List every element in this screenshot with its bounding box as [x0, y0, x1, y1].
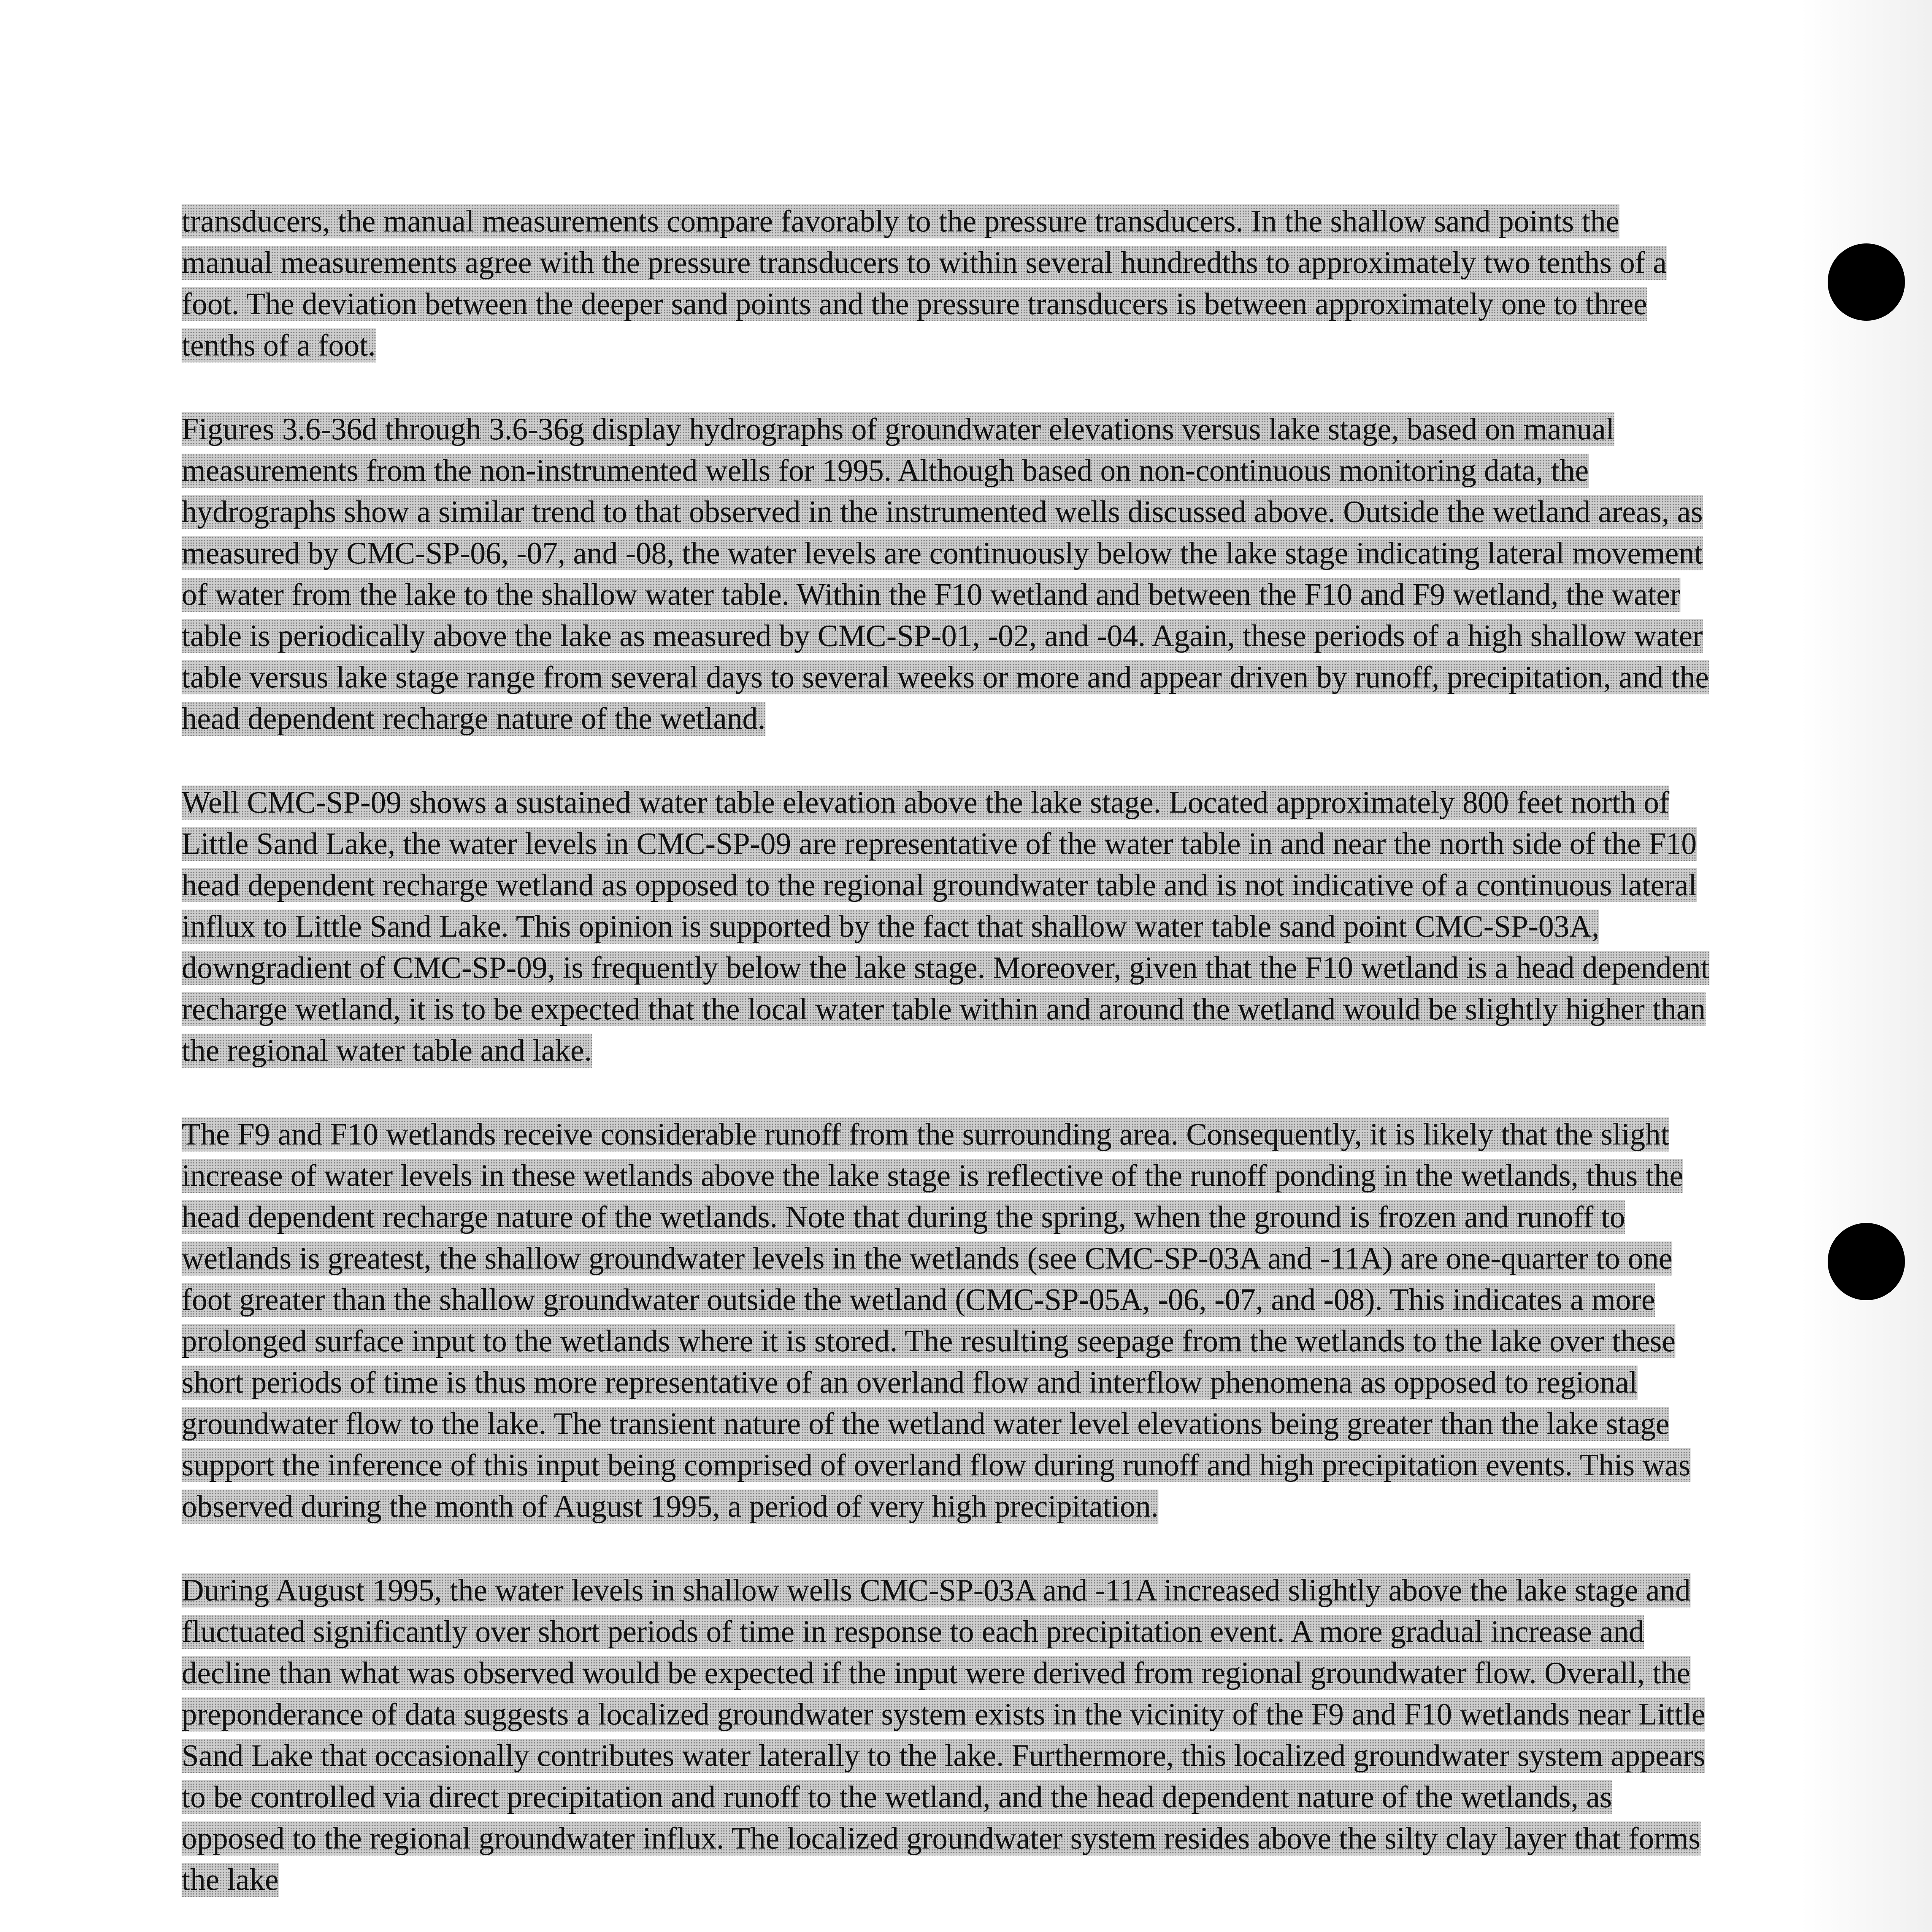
revision-bullet-icon: [1828, 1223, 1905, 1300]
highlighted-text: The F9 and F10 wetlands receive considerable runoff from the surrounding area. Consequently, it is likely that the slight increase of water levels in these wetlands above the lake stage is reflective of the runoff ponding in the wetlands, thus the head dependent recharge nature of the wetlands. Note that during the spring, when the ground is frozen and runoff to wetlands is greatest, the shallow groundwater levels in the wetlands (see CMC-SP-03A and -11A) are one-quarter to one foot greater than the shallow groundwater outside the wetland (CMC-SP-05A, -06, -07, and -08). This indicates a more prolonged surface input to the wetlands where it is stored. The resulting seepage from the wetlands to the lake over these short periods of time is thus more representative of an overland flow and interflow phenomena as opposed to regional groundwater flow to the lake. The transient nature of the wetland water level elevations being greater than the lake stage support the inference of this input being comprised of overland flow during runoff and high precipitation events. This was observed during the month of August 1995, a period of very high precipitation.: [182, 1117, 1691, 1524]
highlighted-text: During August 1995, the water levels in shallow wells CMC-SP-03A and -11A increased slightly above the lake stage and fluctuated significantly over short periods of time in response to each precipitation event. A more gradual increase and decline than what was observed would be expected if the input were derived from regional groundwater flow. Overall, the preponderance of data suggests a localized groundwater system exists in the vicinity of the F9 and F10 wetlands near Little Sand Lake that occasionally contributes water laterally to the lake. Furthermore, this localized groundwater system appears to be controlled via direct precipitation and runoff to the wetland, and the head dependent nature of the wetlands, as opposed to the regional groundwater influx. The localized groundwater system resides above the silty clay layer that forms the lake: [182, 1573, 1706, 1897]
highlighted-text: Figures 3.6-36d through 3.6-36g display hydrographs of groundwater elevations versus lake stage, based on manual measurements from the non-instrumented wells for 1995. Although based on non-continuous monitoring data, the hydrographs show a similar trend to that observed in the instrumented wells discussed above. Outside the wetland areas, as measured by CMC-SP-06, -07, and -08, the water levels are continuously below the lake stage indicating lateral movement of water from the lake to the shallow water table. Within the F10 wetland and between the F10 and F9 wetland, the water table is periodically above the lake as measured by CMC-SP-01, -02, and -04. Again, these periods of a high shallow water table versus lake stage range from several days to several weeks or more and appear driven by runoff, precipitation, and the head dependent recharge nature of the wetland.: [182, 412, 1709, 736]
paragraph-4: [182, 1114, 1712, 1527]
paragraph-1: [182, 201, 1712, 366]
revision-bullet-icon: [1828, 243, 1905, 321]
highlighted-text: transducers, the manual measurements compare favorably to the pressure transducers. In the shallow sand points the manual measurements agree with the pressure transducers to within several hundredths to approximately two tenths of a foot. The deviation between the deeper sand points and the pressure transducers is between approximately one to three tenths of a foot.: [182, 204, 1667, 362]
document-body: [182, 201, 1712, 1932]
paragraph-2: [182, 409, 1712, 740]
paragraph-5: [182, 1570, 1712, 1901]
paragraph-3: [182, 782, 1712, 1071]
highlighted-text: Well CMC-SP-09 shows a sustained water table elevation above the lake stage. Located approximately 800 feet north of Little Sand Lake, the water levels in CMC-SP-09 are representative of the water table in and near the north side of the F10 head dependent recharge wetland as opposed to the regional groundwater table and is not indicative of a continuous lateral influx to Little Sand Lake. This opinion is supported by the fact that shallow water table sand point CMC-SP-03A, downgradient of CMC-SP-09, is frequently below the lake stage. Moreover, given that the F10 wetland is a head dependent recharge wetland, it is to be expected that the local water table within and around the wetland would be slightly higher than the regional water table and lake.: [182, 786, 1709, 1068]
